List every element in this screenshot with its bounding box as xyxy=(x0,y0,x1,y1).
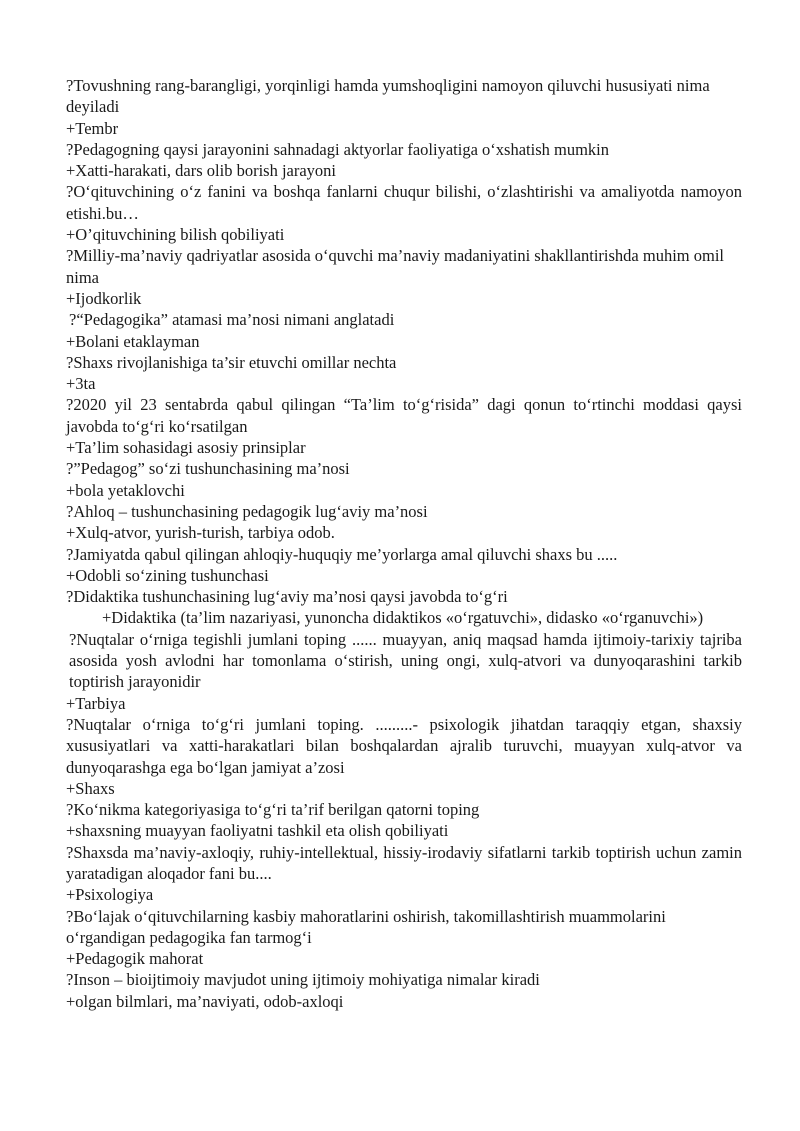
question-text: ?Ko‘nikma kategoriyasiga to‘g‘ri ta’rif berilgan qatorni toping xyxy=(66,800,480,820)
answer-text: +Pedagogik mahorat xyxy=(66,949,204,969)
question-text: ?“Pedagogika” atamasi ma’nosi nimani anglatadi xyxy=(69,310,395,330)
question-text: ?Ahloq – tushunchasining pedagogik lug‘aviy ma’nosi xyxy=(66,501,428,521)
answer-text: +Ta’lim sohasidagi asosiy prinsiplar xyxy=(66,438,306,458)
question-text: ?Milliy-ma’naviy qadriyatlar asosida o‘quvchi ma’naviy madaniyatini shakllantirishda muhim omil nima xyxy=(66,246,725,287)
answer-text: +Xatti-harakati, dars olib borish jarayoni xyxy=(66,161,337,181)
question-text: ?Bo‘lajak o‘qituvchilarning kasbiy mahoratlarini oshirish, takomillashtirish muammolarini o‘rgandigan pedagogika fan tarmog‘i xyxy=(66,906,666,947)
question-text: ?Didaktika tushunchasining lug‘aviy ma’nosi qaysi javobda to‘g‘ri xyxy=(66,587,508,607)
answer-text: +Psixologiya xyxy=(66,885,154,905)
question-text: ?Pedagogning qaysi jarayonini sahnadagi aktyorlar faoliyatiga o‘xshatish mumkin xyxy=(66,139,609,159)
answer-text: +olgan bilmlari, ma’naviyati, odob-axloqi xyxy=(66,991,344,1011)
answer-text: +Shaxs xyxy=(66,778,115,798)
answer-text: +Odobli so‘zining tushunchasi xyxy=(66,565,269,585)
question-text: ?Jamiyatda qabul qilingan ahloqiy-huquqiy me’yorlarga amal qiluvchi shaxs bu ..... xyxy=(66,544,618,564)
answer-text: +Tembr xyxy=(66,118,119,138)
question-text: ?Shaxsda ma’naviy-axloqiy, ruhiy-intellektual, hissiy-irodaviy sifatlarni tarkib toptirish uchun zamin yaratadigan aloqador fani bu.... xyxy=(66,842,742,883)
document-body xyxy=(66,75,742,1012)
question-text: ?Inson – bioijtimoiy mavjudot uning ijtimoiy mohiyatiga nimalar kiradi xyxy=(66,970,540,990)
question-text: ?Tovushning rang-barangligi, yorqinligi hamda yumshoqligini namoyon qiluvchi hususiyati nima deyiladi xyxy=(66,76,710,117)
answer-text: +Bolani etaklayman xyxy=(66,331,200,351)
answer-text: +3ta xyxy=(66,374,96,394)
answer-text: +bola yetaklovchi xyxy=(66,480,185,500)
question-text: ?O‘qituvchining o‘z fanini va boshqa fanlarni chuqur bilishi, o‘zlashtirishi va amaliyotda namoyon etishi.bu… xyxy=(66,182,742,223)
answer-text: +Xulq-atvor, yurish-turish, tarbiya odob. xyxy=(66,523,335,543)
answer-text: +Ijodkorlik xyxy=(66,288,142,308)
question-text: ?Shaxs rivojlanishiga ta’sir etuvchi omillar nechta xyxy=(66,352,397,372)
question-text: ?2020 yil 23 sentabrda qabul qilingan “Ta’lim to‘g‘risida” dagi qonun to‘rtinchi moddasi qaysi javobda to‘g‘ri ko‘rsatilgan xyxy=(66,395,742,436)
question-text: ?Nuqtalar o‘rniga tegishli jumlani toping ...... muayyan, aniq maqsad hamda ijtimoiy-tarixiy tajriba asosida yosh avlodni har tomonlama o‘stirish, uning ongi, xulq-atvori va dunyoqarashini tarkib toptirish jarayonidir xyxy=(69,629,742,692)
question-text: ?Nuqtalar o‘rniga to‘g‘ri jumlani toping. .........- psixologik jihatdan taraqqiy etgan, shaxsiy xususiyatlari va xatti-harakatlari bilan boshqalardan ajralib turuvchi, muayyan xulq-atvor va dunyoqarashga ega bo‘lgan jamiyat a’zosi xyxy=(66,714,742,777)
answer-text: +Didaktika (ta’lim nazariyasi, yunoncha didaktikos «o‘rgatuvchi», didasko «o‘rganuvchi») xyxy=(102,608,704,628)
answer-text: +O’qituvchining bilish qobiliyati xyxy=(66,225,285,245)
question-text: ?”Pedagog” so‘zi tushunchasining ma’nosi xyxy=(66,459,350,479)
answer-text: +Tarbiya xyxy=(66,693,126,713)
answer-text: +shaxsning muayyan faoliyatni tashkil eta olish qobiliyati xyxy=(66,821,449,841)
